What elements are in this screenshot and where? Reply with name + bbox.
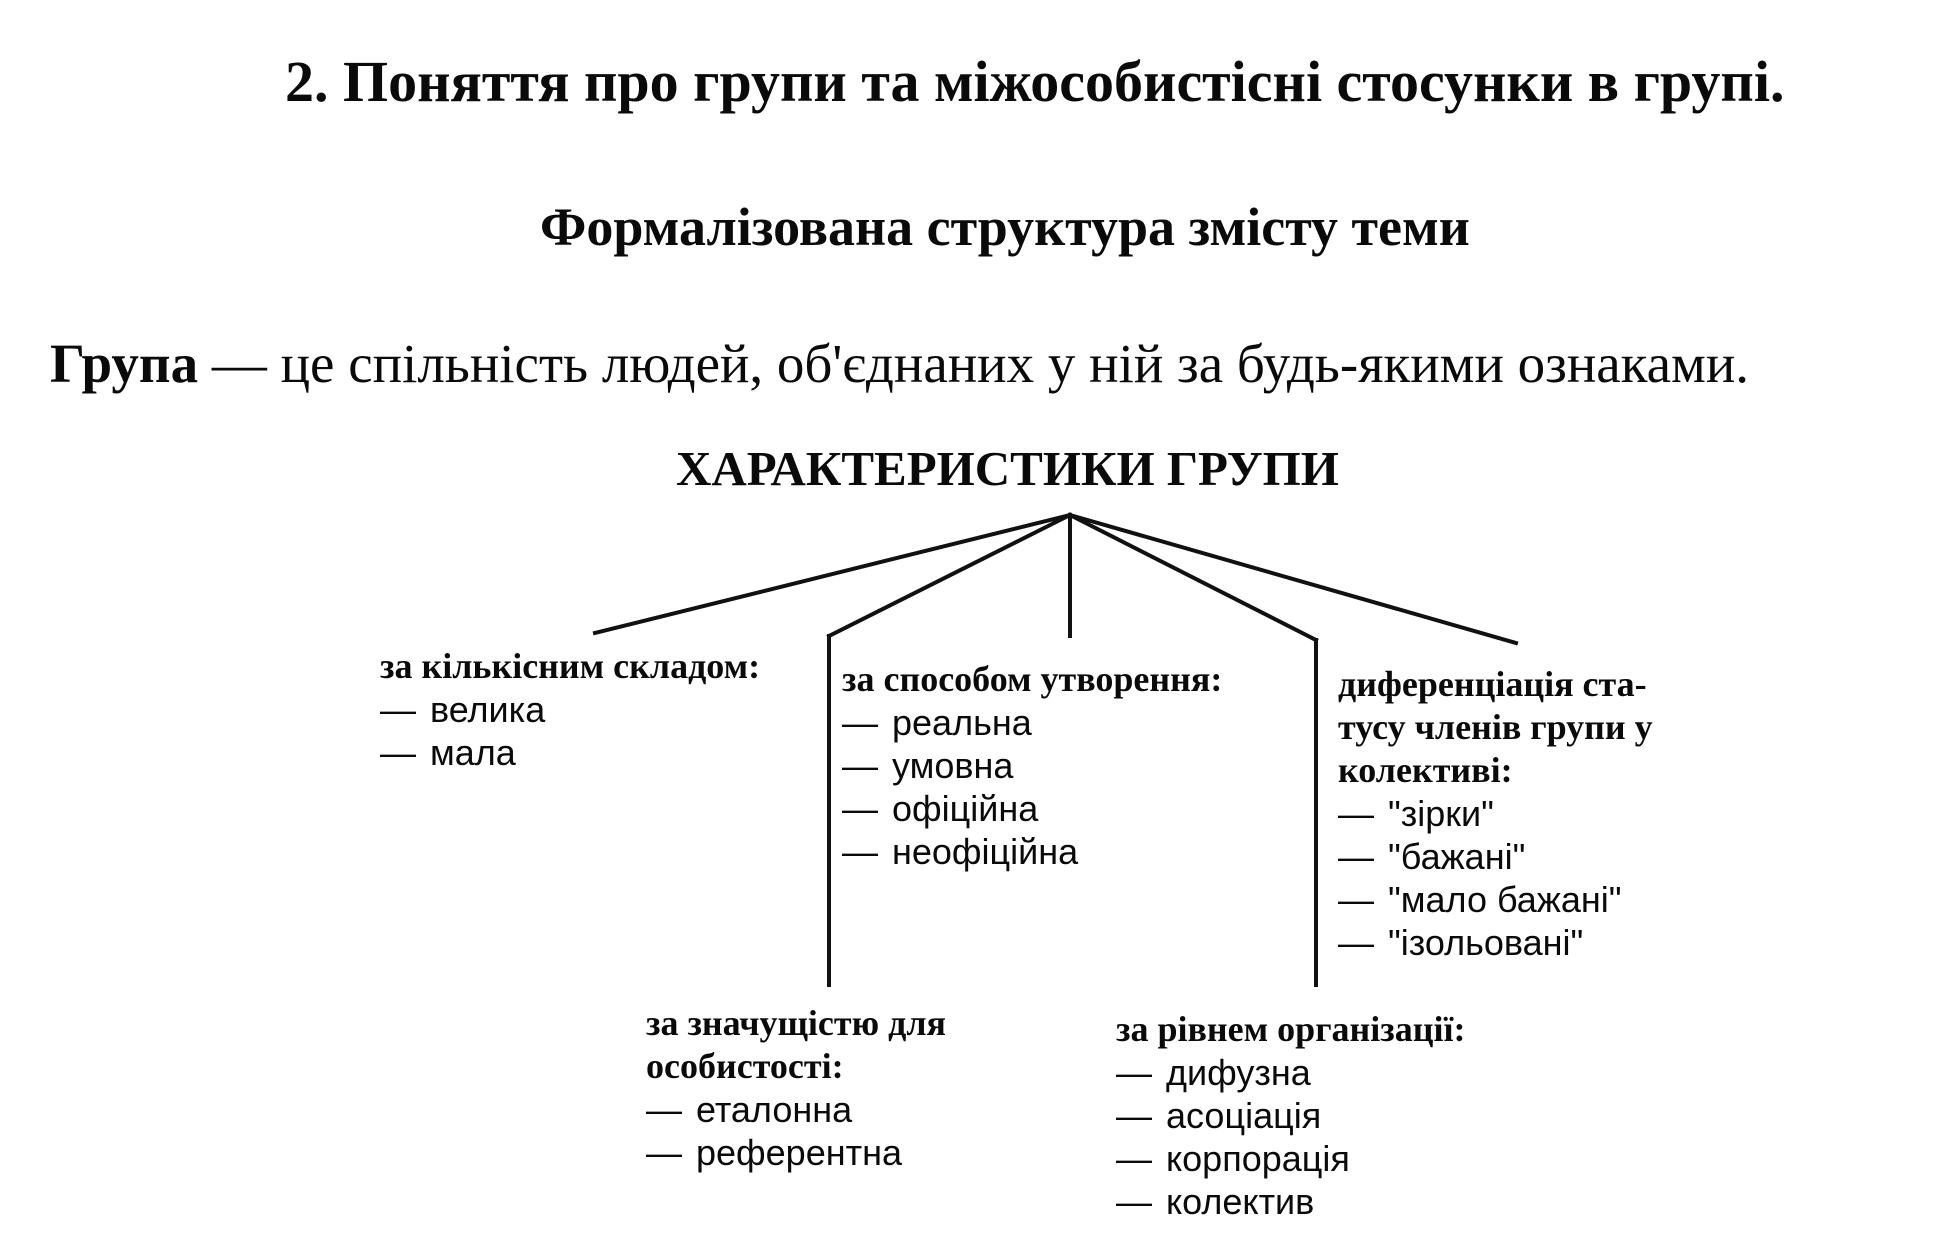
list-item: — референтна: [646, 1132, 902, 1173]
list-item: — "бажані": [1338, 836, 1526, 877]
list-item: — мала: [380, 732, 516, 773]
list-item: — офіційна: [842, 788, 1039, 829]
list-item: — умовна: [842, 745, 1014, 786]
list-item: — "мало бажані": [1338, 879, 1622, 920]
block-items: [646, 1088, 946, 1174]
block-items: [1338, 792, 1653, 964]
list-item: — корпорація: [1116, 1138, 1350, 1179]
list-item: — неофіційна: [842, 831, 1079, 872]
block-heading: за способом утворення:: [842, 659, 1223, 699]
block-heading: за значущістю для: [646, 1003, 946, 1043]
block-status: [1338, 663, 1653, 964]
list-item: — реальна: [842, 702, 1032, 743]
block-heading: тусу членів групи у: [1338, 707, 1653, 747]
block-significance: [646, 1002, 946, 1174]
block-items: [842, 701, 1222, 873]
definition-text: — це спільність людей, об'єднаних у ній за будь-якими ознаками.: [198, 333, 1749, 394]
list-item: — асоціація: [1116, 1095, 1322, 1136]
list-item: — дифузна: [1116, 1052, 1311, 1093]
connector-status: [1070, 515, 1516, 643]
list-item: — велика: [380, 689, 546, 730]
definition-term: Група: [50, 333, 199, 394]
diagram-title: ХАРАКТЕРИСТИКИ ГРУПИ: [676, 441, 1339, 496]
section-subheading: Формалізована структура змісту теми: [540, 197, 1470, 257]
block-heading: диференціація ста-: [1338, 664, 1647, 704]
connector-organization: [1070, 515, 1316, 640]
block-heading: особистості:: [646, 1046, 844, 1086]
block-organization: [1116, 1008, 1466, 1223]
block-items: [380, 688, 760, 774]
connector-quantity: [595, 515, 1070, 633]
list-item: — колектив: [1116, 1181, 1315, 1222]
section-heading: 2. Поняття про групи та міжособистісні стосунки в групі.: [285, 49, 1785, 114]
list-item: — "зірки": [1338, 793, 1494, 834]
block-heading: за рівнем організації:: [1116, 1009, 1466, 1049]
list-item: — "ізольовані": [1338, 922, 1584, 963]
connector-formation: [829, 515, 1070, 636]
block-formation: [842, 658, 1222, 873]
block-items: [1116, 1051, 1466, 1223]
block-quantity: [380, 645, 760, 774]
list-item: — еталонна: [646, 1089, 853, 1130]
block-heading: колективі:: [1338, 750, 1513, 790]
block-heading: за кількісним складом:: [380, 646, 761, 686]
